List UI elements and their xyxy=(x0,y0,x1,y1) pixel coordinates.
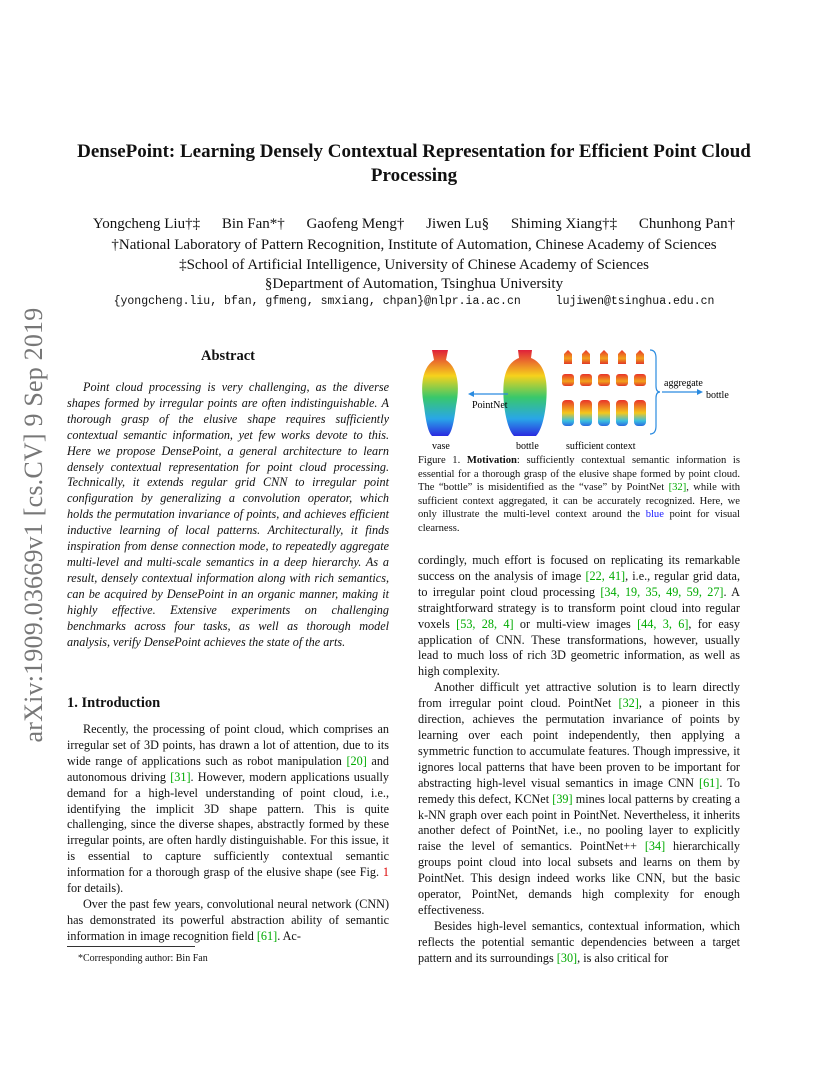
citation-link[interactable]: [34, 19, 35, 49, 59, 27] xyxy=(600,584,724,599)
affiliation: ‡School of Artificial Intelligence, University of Chinese Academy of Sciences xyxy=(179,257,649,273)
citation-link[interactable]: [61] xyxy=(256,928,278,943)
vase-label: vase xyxy=(432,441,450,452)
vase-shape xyxy=(422,350,458,436)
paragraph: Another difficult yet attractive solution is to learn directly from irregular point cloud. PointNet [32], a pioneer in this direction, achieves the permutation invariance of points by learning over each point independently, then applying a symmetric function to accumulate features. Though impressive, it ignores local patterns that have been proven to be important for abstracting high-level visual semantics in image CNN [61]. To remedy this defect, KCNet [39] mines local patterns by creating a k-NN graph over each point in PointNet. Nevertheless, it inherits another defect of PointNet, i.e., no pooling layer to explicitly raise the level of semantics. PointNet++ [34] hierarchically groups point cloud into local subsets and learns on them by PointNet. This design indeed works like CNN, but the basic operator, PointNet, demands high complexity for enough effectiveness. xyxy=(418,680,741,917)
paragraph: Besides high-level semantics, contextual information, which reflects the potential semantic dependencies between a target pattern and its surroundings [30], is also critical for xyxy=(418,918,740,965)
paragraph: Over the past few years, convolutional neural network (CNN) has demonstrated its powerful abstraction ability of semantic information in image recognition field [61]. Ac- xyxy=(67,896,389,943)
citation-link[interactable]: [22, 41] xyxy=(585,568,626,583)
abstract-body xyxy=(67,380,389,650)
author: Yongcheng Liu†‡ xyxy=(92,216,201,232)
right-column-body xyxy=(418,553,740,967)
figure-1 xyxy=(418,346,740,452)
aggregate-label: aggregate xyxy=(664,378,703,389)
paper-title: DensePoint: Learning Densely Contextual Representation for Efficient Point Cloud Processing xyxy=(77,141,751,186)
bottle-shape xyxy=(503,350,546,436)
author: Bin Fan*† xyxy=(221,216,285,232)
email: lujiwen@tsinghua.edu.cn xyxy=(555,295,715,308)
paragraph: cordingly, much effort is focused on replicating its remarkable success on the analysis of image [22, 41], i.e., regular grid data, to irregular point cloud processing [34, 19, 35, 49, 59, 27]. A straightforward strategy is to transform point cloud into regular voxels [53, 28, 4] or multi-view images [44, 3, 6], for easy application of CNN. These transformations, however, usually lead to much loss of rich 3D geometric information, as well as high complexity. xyxy=(418,553,740,679)
context-label: sufficient context xyxy=(566,441,636,452)
blue-word: blue xyxy=(645,509,664,520)
introduction-body xyxy=(67,722,389,945)
citation-link[interactable]: [20] xyxy=(346,753,367,768)
citation-link[interactable]: [32] xyxy=(618,696,639,711)
introduction-heading: 1. Introduction xyxy=(67,695,161,711)
citation-link[interactable]: [44, 3, 6] xyxy=(637,616,689,631)
abstract-text: Point cloud processing is very challenging, as the diverse shapes formed by irregular points are often indistinguishable. A thorough grasp of the elusive shape requires sufficiently contextual semantic information, yet few works devote to this. Here we propose DensePoint, a general architecture to learn densely contextual representation for point cloud processing. Technically, it extends regular grid CNN to irregular point configuration by generalizing a convolution operator, which holds the permutation invariance of points, and achieves efficient inductive learning of local patterns. Architecturally, it finds inspiration from dense connection mode, to repeatedly aggregate multi-level and multi-scale semantics in a deep hierarchy. As a result, densely contextual information along with rich semantics, can be acquired by DensePoint in an organic manner, making it highly effective. Extensive experiments on challenging benchmarks across four tasks, as well as thorough model analysis, verify DensePoint achieves the state of the arts. xyxy=(67,380,389,649)
author-list xyxy=(70,214,758,234)
citation-link[interactable]: [61] xyxy=(699,775,720,790)
bottle-result-label: bottle xyxy=(706,390,729,401)
email: {yongcheng.liu, bfan, gfmeng, smxiang, chpan}@nlpr.ia.ac.cn xyxy=(113,295,521,308)
citation-link[interactable]: [39] xyxy=(552,791,573,806)
pointnet-label: PointNet xyxy=(472,400,508,411)
email-line xyxy=(70,295,758,308)
author: Chunhong Pan† xyxy=(638,216,736,232)
author: Jiwen Lu§ xyxy=(426,216,490,232)
abstract-heading: Abstract xyxy=(201,348,255,364)
footnote: *Corresponding author: Bin Fan xyxy=(78,953,208,964)
footnote-rule xyxy=(67,946,195,947)
citation-link[interactable]: [30] xyxy=(556,950,578,965)
author: Shiming Xiang†‡ xyxy=(510,216,618,232)
arxiv-stamp-text: arXiv:1909.03669v1 [cs.CV] 9 Sep 2019 xyxy=(19,307,48,743)
bottle-label: bottle xyxy=(516,441,539,452)
citation-link[interactable]: [32] xyxy=(668,482,687,493)
figure-link[interactable]: 1 xyxy=(382,865,389,880)
figure-1-illustration xyxy=(418,346,740,452)
citation-link[interactable]: [53, 28, 4] xyxy=(456,616,514,631)
citation-link[interactable]: [34] xyxy=(644,839,666,854)
affiliation: †National Laboratory of Pattern Recognition, Institute of Automation, Chinese Academy of Sciences xyxy=(111,237,717,253)
author: Gaofeng Meng† xyxy=(306,216,405,232)
arxiv-stamp xyxy=(14,290,54,760)
citation-link[interactable]: [31] xyxy=(170,769,191,784)
paragraph: Recently, the processing of point cloud, which comprises an irregular set of 3D points, has drawn a lot of attention, due to its wide range of applications such as robot manipulation [20] and autonomous driving [31]. However, modern applications usually demand for a high-level understanding of point cloud, i.e., identifying the implicit 3D shape pattern. This is quite challenging, since the diverse shapes, abstractly formed by these irregular points, are often hardly distinguishable. For this issue, it is essential to capture sufficiently contextual semantic information for a thorough grasp of the elusive shape (see Fig. 1 for details). xyxy=(67,722,390,896)
figure-1-caption: Figure 1. Motivation: sufficiently contextual semantic information is essential for a thorough grasp of the elusive shape formed by point cloud. The “bottle” is misidentified as the “vase” by PointNet [32], while with sufficient context aggregated, it can be accurately recognized. Here, we only illustrate the multi-level context around the blue point for visual clearness. xyxy=(418,455,741,534)
context-shapes xyxy=(562,350,646,426)
affiliation: §Department of Automation, Tsinghua University xyxy=(264,276,564,292)
